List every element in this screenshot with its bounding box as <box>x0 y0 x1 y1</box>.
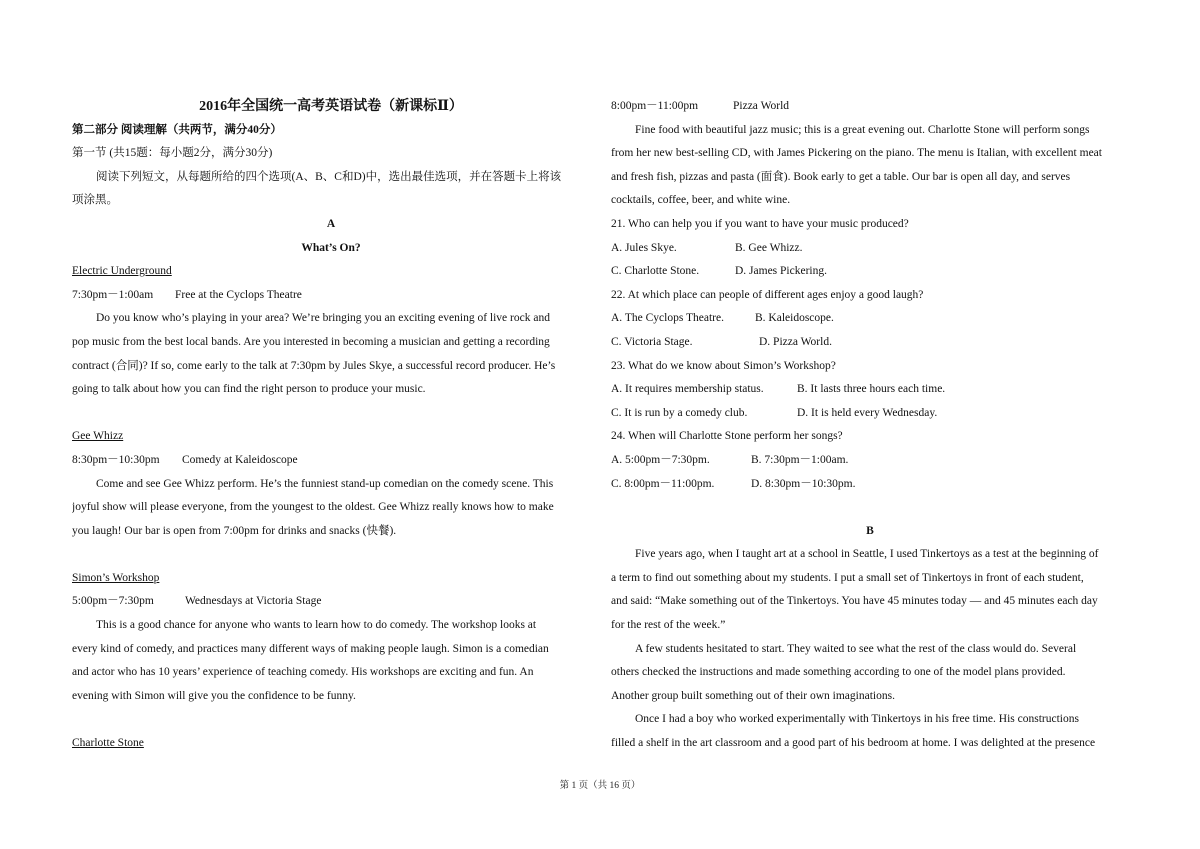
event-place: Wednesdays at Victoria Stage <box>185 595 322 608</box>
event-time-row <box>72 590 590 614</box>
option-a: A. The Cyclops Theatre. <box>611 312 724 325</box>
option-a: A. 5:00pm－7:30pm. <box>611 453 710 466</box>
option-b: B. 7:30pm－1:00am. <box>751 453 849 466</box>
option-b: B. Kaleidoscope. <box>755 312 834 325</box>
spacer <box>72 402 590 426</box>
event-time: 8:30pm－10:30pm <box>72 453 160 466</box>
instruction-line: 项涂黑。 <box>72 194 118 207</box>
paragraph-line: for the rest of the week.” <box>611 619 726 632</box>
spacer <box>611 496 1129 520</box>
paragraph-line: cocktails, coffee, beer, and white wine. <box>611 194 791 207</box>
paragraph-line: from her new best-selling CD, with James Pickering on the piano. The menu is Italian, with excellent meat <box>611 147 1102 160</box>
option-b: B. It lasts three hours each time. <box>797 383 946 396</box>
passage-title: What’s On? <box>301 241 361 254</box>
event-place: Free at the Cyclops Theatre <box>175 288 302 301</box>
option-c: C. It is run by a comedy club. <box>611 406 748 419</box>
event-time: 8:00pm－11:00pm <box>611 100 699 112</box>
event-time: 5:00pm－7:30pm <box>72 595 154 608</box>
paragraph-line: filled a shelf in the art classroom and a good part of his bedroom at home. I was delighted at the presence <box>611 737 1096 750</box>
options-row <box>611 449 1129 473</box>
options-row <box>611 473 1129 497</box>
paragraph-line: pop music from the best local bands. Are you interested in becoming a musician and getting a recording <box>72 335 550 348</box>
event-name: Gee Whizz <box>72 430 124 443</box>
paragraph-line: a term to find out something about my students. I put a small set of Tinkertoys in front of each student, <box>611 571 1084 584</box>
event-place: Pizza World <box>733 100 790 112</box>
spacer <box>72 543 590 567</box>
part-heading: 第二部分 阅读理解（共两节，满分40分） <box>72 123 282 136</box>
event-time: 7:30pm－1:00am <box>72 288 154 301</box>
paragraph-line: and actor who has 10 years’ experience of teaching comedy. His workshops are exciting and fun. An <box>72 666 534 679</box>
paragraph-line: Five years ago, when I taught art at a school in Seattle, I used Tinkertoys as a test at the beginning of <box>635 548 1099 561</box>
paragraph-line: and fresh fish, pizzas and pasta (面食). Book early to get a table. Our bar is open all day, and serves <box>611 170 1071 183</box>
option-d: D. It is held every Wednesday. <box>797 406 938 419</box>
options-row <box>611 331 1129 355</box>
options-row <box>611 378 1129 402</box>
paragraph-line: you laugh! Our bar is open from 7:00pm for drinks and snacks (快餐). <box>72 524 397 537</box>
event-name: Simon’s Workshop <box>72 571 160 584</box>
options-row <box>611 307 1129 331</box>
paragraph-line: Do you know who’s playing in your area? We’re bringing you an exciting evening of live rock and <box>96 312 550 325</box>
option-d: D. 8:30pm－10:30pm. <box>751 477 856 490</box>
section-heading: 第一节 (共15题：每小题2分，满分30分) <box>72 147 273 160</box>
left-column <box>72 95 590 756</box>
option-a: A. Jules Skye. <box>611 241 677 254</box>
option-d: D. James Pickering. <box>735 265 827 278</box>
question-stem: 23. What do we know about Simon’s Workshop? <box>611 359 836 372</box>
event-time-row <box>72 449 590 473</box>
paragraph-line: Another group built something out of their own imaginations. <box>611 689 895 702</box>
options-row <box>611 260 1129 284</box>
option-a: A. It requires membership status. <box>611 383 764 396</box>
page-footer: 第 1 页（共 16 页） <box>559 781 641 791</box>
paragraph-line: others checked the instructions and made something according to one of the model plans provided. <box>611 666 1066 679</box>
event-time-row <box>72 284 590 308</box>
paragraph-line: Fine food with beautiful jazz music; this is a great evening out. Charlotte Stone will perform songs <box>635 123 1090 136</box>
question-stem: 24. When will Charlotte Stone perform her songs? <box>611 430 843 443</box>
instruction-line: 阅读下列短文，从每题所给的四个选项(A、B、C和D)中，选出最佳选项，并在答题卡上将该 <box>96 170 562 183</box>
paragraph-line: evening with Simon will give you the confidence to be funny. <box>72 689 356 702</box>
option-c: C. Victoria Stage. <box>611 335 693 348</box>
option-c: C. 8:00pm－11:00pm. <box>611 477 715 490</box>
question-stem: 22. At which place can people of different ages enjoy a good laugh? <box>611 288 924 301</box>
passage-letter: A <box>326 217 336 230</box>
right-column <box>611 95 1129 756</box>
options-row <box>611 402 1129 426</box>
paragraph-line: joyful show will please everyone, from the youngest to the oldest. Gee Whizz really knows how to make <box>72 501 554 514</box>
question-stem: 21. Who can help you if you want to have your music produced? <box>611 217 909 230</box>
paragraph-line: going to talk about how you can find the right person to produce your music. <box>72 383 426 396</box>
paragraph-line: Come and see Gee Whizz perform. He’s the funniest stand-up comedian on the comedy scene. This <box>96 477 554 490</box>
event-name: Electric Underground <box>72 265 172 278</box>
paragraph-line: This is a good chance for anyone who wants to learn how to do comedy. The workshop looks at <box>96 619 537 632</box>
paragraph-line: every kind of comedy, and practices many different ways of making people laugh. Simon is a comedian <box>72 642 549 655</box>
option-b: B. Gee Whizz. <box>735 241 803 254</box>
spacer <box>72 708 590 732</box>
passage-letter: B <box>866 524 874 537</box>
event-name: Charlotte Stone <box>72 737 144 750</box>
event-place: Comedy at Kaleidoscope <box>182 453 298 466</box>
paragraph-line: contract (合同)? If so, come early to the talk at 7:30pm by Jules Skye, a successful record producer. He’s <box>72 359 556 372</box>
event-time-row <box>611 95 1129 119</box>
exam-title: 2016年全国统一高考英语试卷（新课标Ⅱ） <box>199 99 463 114</box>
paragraph-line: and said: “Make something out of the Tinkertoys. You have 45 minutes today — and 45 minutes each day <box>611 595 1098 608</box>
option-d: D. Pizza World. <box>759 335 832 348</box>
paragraph-line: Once I had a boy who worked experimentally with Tinkertoys in his free time. His constructions <box>635 713 1079 726</box>
options-row <box>611 237 1129 261</box>
paragraph-line: A few students hesitated to start. They waited to see what the rest of the class would do. Several <box>635 642 1077 655</box>
option-c: C. Charlotte Stone. <box>611 265 700 278</box>
